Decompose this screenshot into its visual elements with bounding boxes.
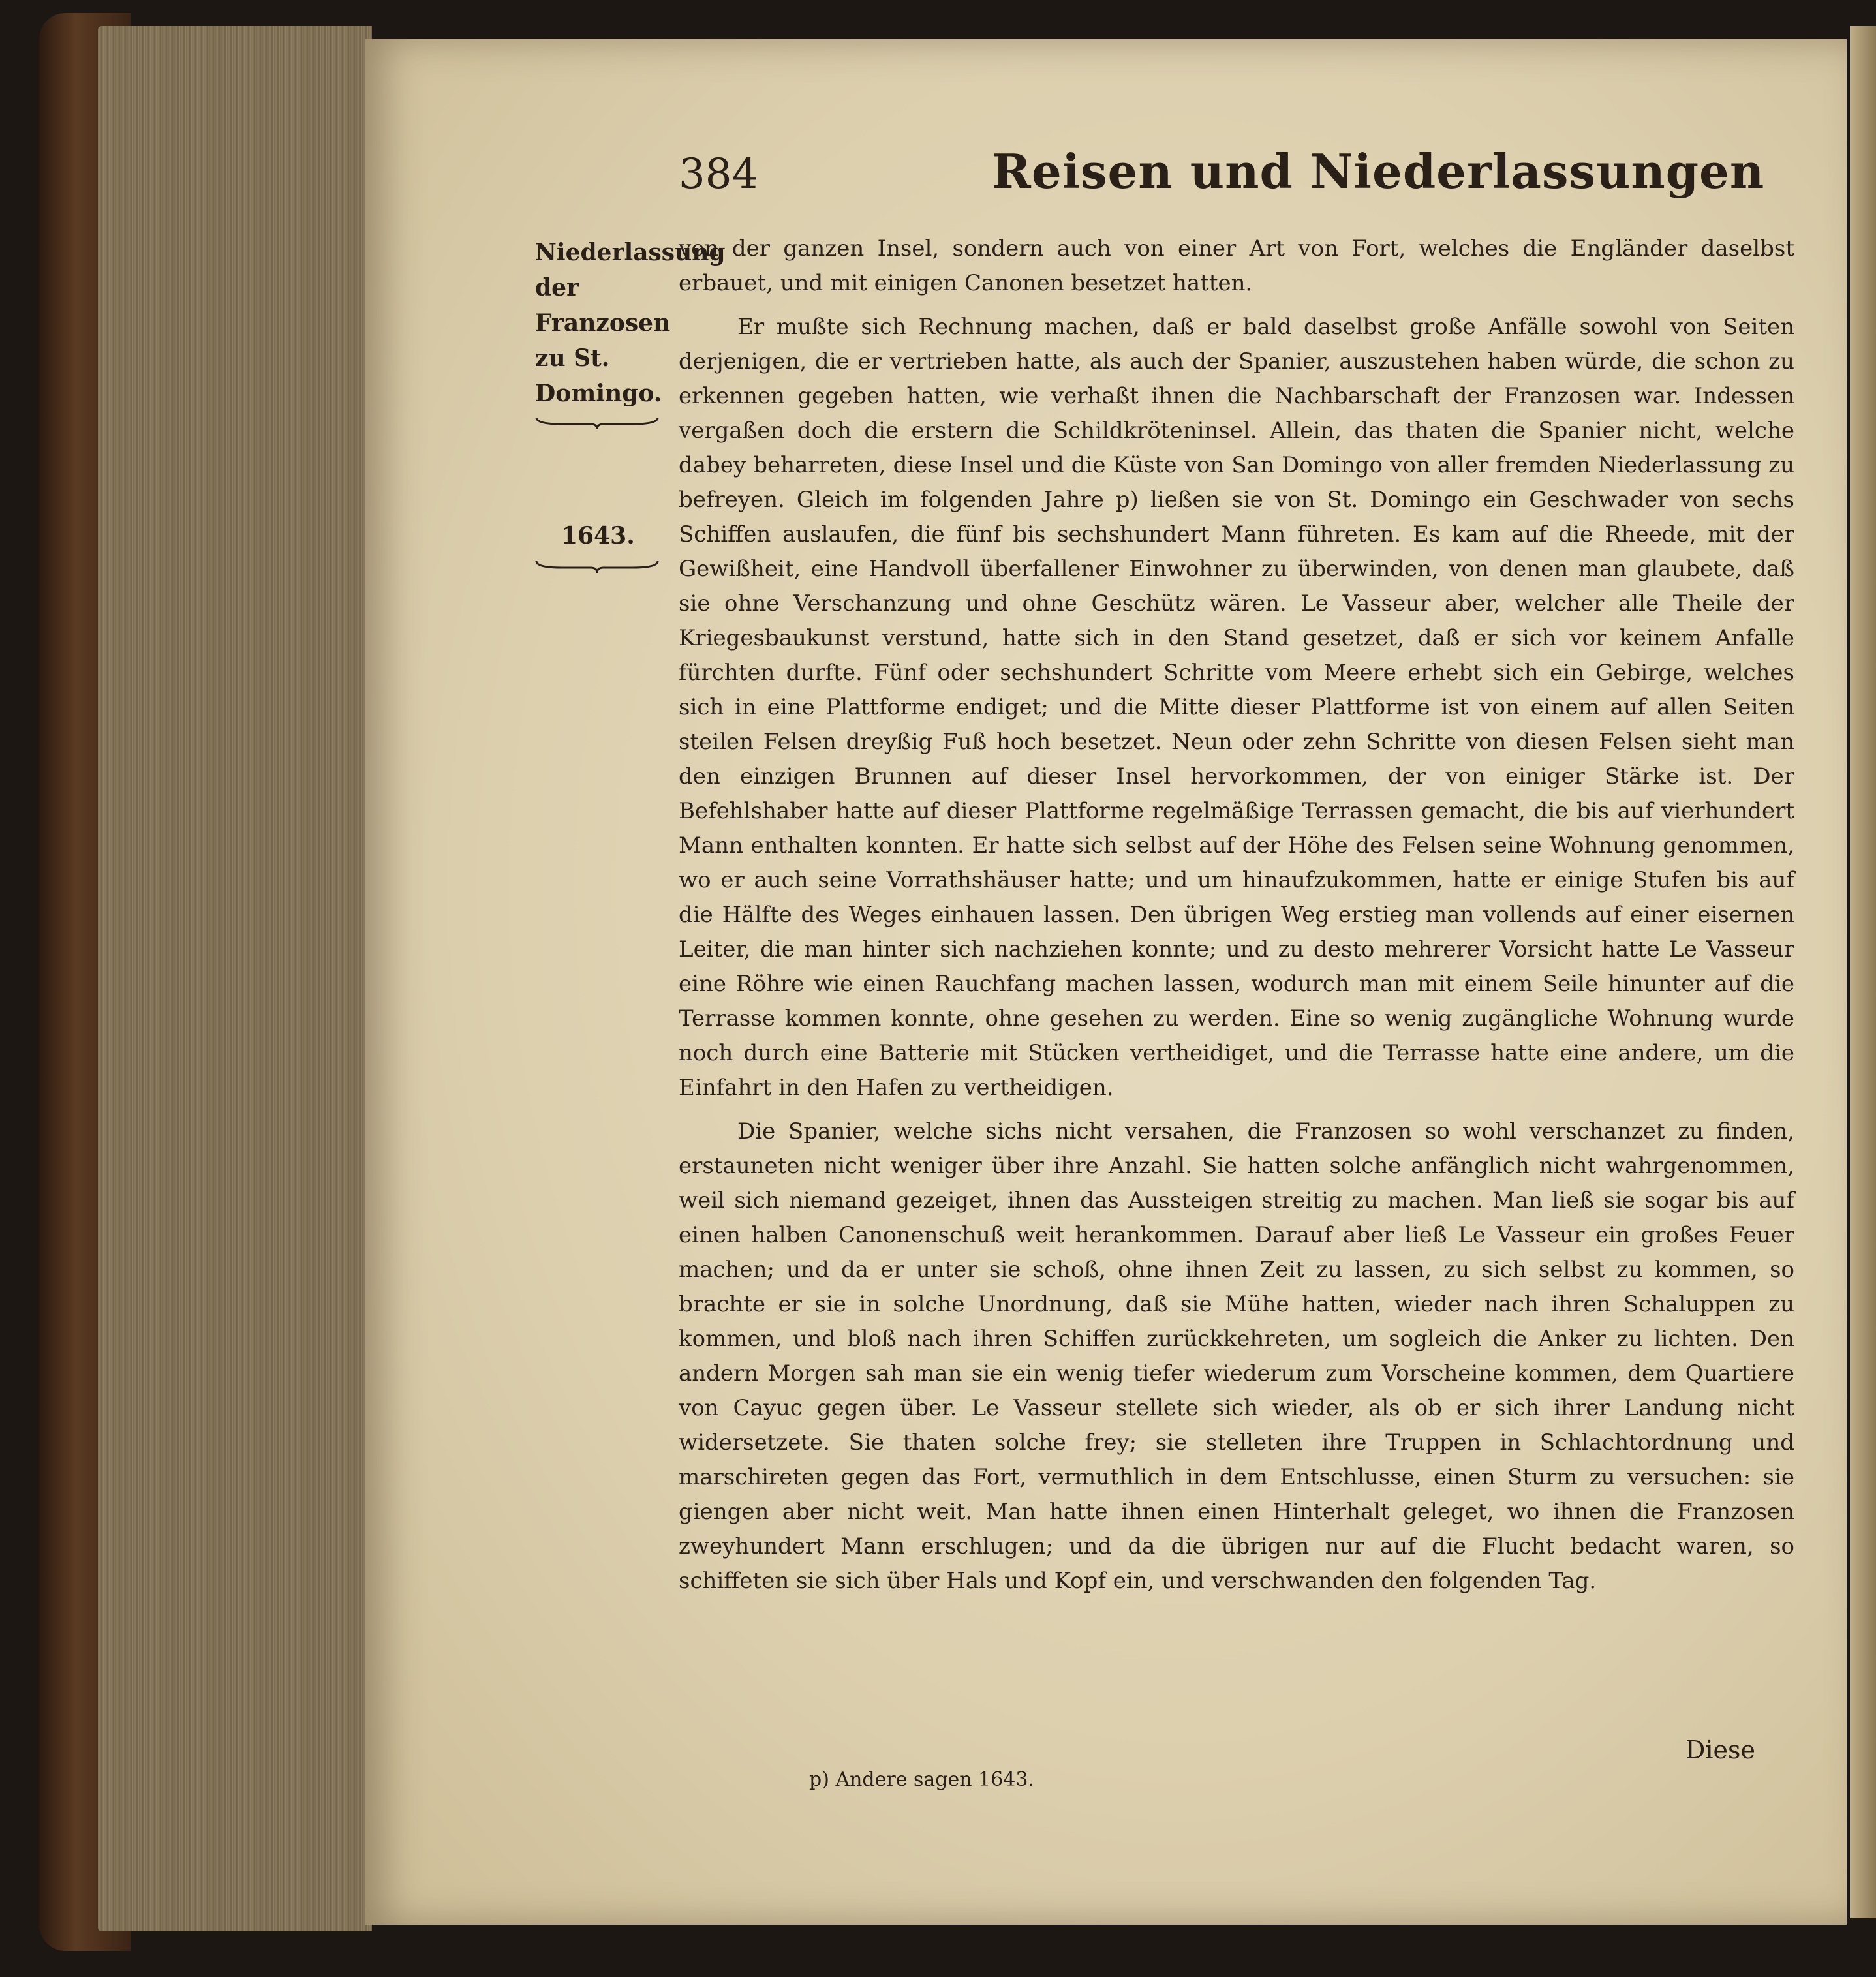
brace-ornament-icon xyxy=(535,415,659,431)
page-edges xyxy=(98,26,372,1931)
book-page xyxy=(365,39,1847,1925)
right-page-edge xyxy=(1850,26,1876,1918)
footnote: p) Andere sagen 1643. xyxy=(809,1768,1034,1791)
margin-date xyxy=(561,522,666,574)
running-title: Reisen und Niederlassungen xyxy=(992,144,1765,199)
body-text xyxy=(679,232,1794,1608)
catchword: Diese xyxy=(1685,1736,1755,1764)
paragraph: Die Spanier, welche sichs nicht versahen, die Franzosen so wohl verschanzet zu finden, erstauneten nicht weniger über ihre Anzahl. Sie hatten solche anfänglich nicht wahrgenommen, weil sich niemand gezeiget, ihnen das Aussteigen streitig zu machen. Man ließ sie sogar bis auf einen halben Canonenschuß weit herankommen. Darauf aber ließ Le Vasseur ein großes Feuer machen; und da er unter sie schoß, ohne ihnen Zeit zu lassen, zu sich selbst zu kommen, so brachte er sie in solche Unordnung, daß sie Mühe hatten, wieder nach ihren Schaluppen zu kommen, und bloß nach ihren Schiffen zurückkehreten, um sogleich die Anker zu lichten. Den andern Morgen sah man sie ein wenig tiefer wiederum zum Vorscheine kommen, dem Quartiere von Cayuc gegen über. Le Vasseur stellete sich wieder, als ob er sich ihrer Landung nicht widersetzete. Sie thaten solche frey; sie stelleten ihre Truppen in Schlachtordnung und marschireten gegen das Fort, vermuthlich in dem Entschlusse, einen Sturm zu versuchen: sie giengen aber nicht weit. Man hatte ihnen einen Hinterhalt geleget, wo ihnen die Franzosen zweyhundert Mann erschlugen; und da die übrigen nur auf die Flucht bedacht waren, so schiffeten sie sich über Hals und Kopf ein, und verschwanden den folgenden Tag. xyxy=(679,1118,1794,1594)
margin-date-text: 1643. xyxy=(561,522,635,549)
brace-ornament-icon xyxy=(535,559,659,574)
paragraph: Er mußte sich Rechnung machen, daß er bald daselbst große Anfälle sowohl von Seiten derjenigen, die er vertrieben hatte, als auch der Spanier, auszustehen haben würde, die schon zu erkennen gegeben hatten, wie verhaßt ihnen die Nachbarschaft der Franzosen war. Indessen vergaßen doch die erstern die Schildkröteninsel. Allein, das thaten die Spanier nicht, welche dabey beharreten, diese Insel und die Küste von San Domingo von aller fremden Niederlassung zu befreyen. Gleich im folgenden Jahre p) ließen sie von St. Domingo ein Geschwader von sechs Schiffen auslaufen, die fünf bis sechshundert Mann führeten. Es kam auf die Rheede, mit der Gewißheit, eine Handvoll überfallener Einwohner zu überwinden, von denen man glaubete, daß sie ohne Verschanzung und ohne Geschütz wären. Le Vasseur aber, welcher alle Theile der Kriegesbaukunst verstund, hatte sich in den Stand gesetzet, daß er sich vor keinem Anfalle fürchten durfte. Fünf oder sechshundert Schritte vom Meere erhebt sich ein Gebirge, welches sich in eine Plattforme endiget; und die Mitte dieser Plattforme ist von einem auf allen Seiten steilen Felsen dreyßig Fuß hoch besetzet. Neun oder zehn Schritte von diesen Felsen sieht man den einzigen Brunnen auf dieser Insel hervorkommen, der von einiger Stärke ist. Der Befehlshaber hatte auf dieser Plattforme regelmäßige Terrassen gemacht, die bis auf vierhundert Mann enthalten konnten. Er hatte sich selbst auf der Höhe des Felsen seine Wohnung genommen, wo er auch seine Vorrathshäuser hatte; und um hinaufzukommen, hatte er einige Stufen bis auf die Hälfte des Weges einhauen lassen. Den übrigen Weg erstieg man vollends auf einer eisernen Leiter, die man hinter sich nachziehen konnte; und zu desto mehrerer Vorsicht hatte Le Vasseur eine Röhre wie einen Rauchfang machen lassen, wodurch man mit einem Seile hinunter auf die Terrasse kommen konnte, ohne gesehen zu werden. Eine so wenig zugängliche Wohnung wurde noch durch eine Batterie mit Stücken vertheidiget, und die Terrasse hatte eine andere, um die Einfahrt in den Hafen zu vertheidigen. xyxy=(679,314,1794,1101)
paragraph: von der ganzen Insel, sondern auch von einer Art von Fort, welches die Engländer daselbst erbauet, und mit einigen Canonen besetzet hatten. xyxy=(679,236,1794,296)
margin-note xyxy=(535,235,726,431)
margin-note-text: Niederlassung der Franzosen zu St. Domingo. xyxy=(535,239,726,407)
page-header xyxy=(679,144,1814,222)
page-number: 384 xyxy=(679,150,759,198)
